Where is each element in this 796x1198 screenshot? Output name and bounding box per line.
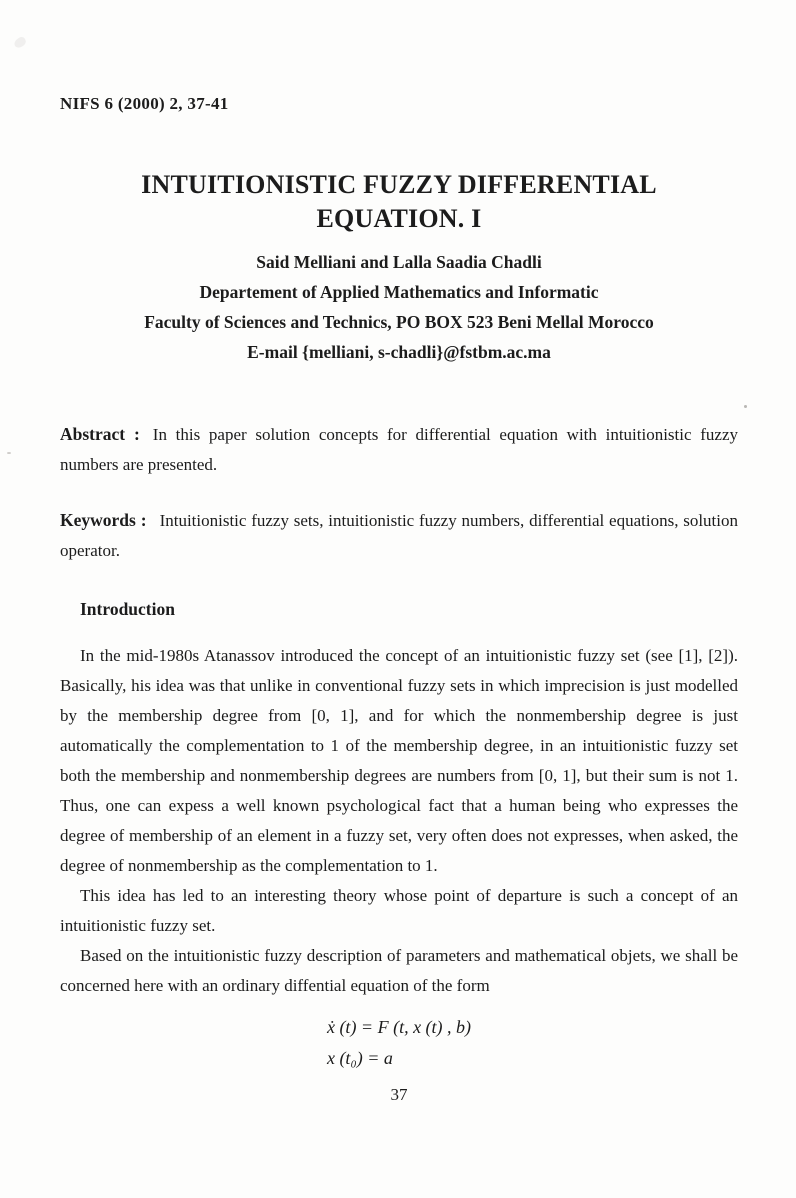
journal-citation: NIFS 6 (2000) 2, 37-41 [60, 94, 229, 113]
equation-lines [327, 1012, 471, 1074]
paper-title-line-2: EQUATION. I [316, 204, 482, 233]
scan-artifact [13, 36, 28, 50]
keywords-label: Keywords : [60, 510, 147, 530]
keywords-text: Intuitionistic fuzzy sets, intuitionistic fuzzy numbers, differential equations, solution operator. [60, 511, 739, 560]
abstract-label: Abstract : [60, 424, 140, 444]
abstract-text: In this paper solution concepts for differential equation with intuitionistic fuzzy numbers are presented. [60, 425, 738, 474]
keywords-section [60, 505, 738, 566]
scan-artifact [744, 405, 747, 408]
introduction-paragraph-2: This idea has led to an interesting theory whose point of departure is such a concept of an intuitionistic fuzzy set. [60, 886, 738, 935]
equation-line-2: x (t₀) = a [326, 1048, 393, 1068]
introduction-paragraph-1: In the mid-1980s Atanassov introduced the concept of an intuitionistic fuzzy set (see [1], [2]). Basically, his idea was that unlike in conventional fuzzy sets in which imprecision is just modelled by the membership degree from [0, 1], and for which the nonmembership degree is just automatically the complementation to 1 of the membership degree, in an intuitionistic fuzzy set both the membership and nonmembership degrees are numbers from [0, 1], but their sum is not 1. Thus, one can expess a well known psychological fact that a human being who expresses the degree of membership of an element in a fuzzy set, very often does not expresses, when asked, the degree of nonmembership as the complementation to 1. [60, 646, 738, 875]
affiliation-email: E-mail {melliani, s-chadli}@fstbm.ac.ma [247, 342, 551, 362]
affiliation-department: Departement of Applied Mathematics and Informatic [199, 282, 599, 302]
abstract-section [60, 419, 738, 480]
affiliation-faculty: Faculty of Sciences and Technics, PO BOX 523 Beni Mellal Morocco [144, 312, 654, 332]
paper-title-line-1: INTUITIONISTIC FUZZY DIFFERENTIAL [141, 170, 657, 199]
equation-line-1: ẋ (t) = F (t, x (t) , b) [326, 1017, 472, 1037]
scan-artifact [7, 452, 11, 454]
affiliation-block [60, 277, 738, 367]
page-number: 37 [390, 1085, 408, 1104]
equation-block [60, 1012, 738, 1074]
authors-line: Said Melliani and Lalla Saadia Chadli [256, 252, 542, 272]
paper-title [60, 168, 738, 236]
introduction-paragraph-3: Based on the intuitionistic fuzzy description of parameters and mathematical objets, we shall be concerned here with an ordinary diffential equation of the form [60, 946, 738, 995]
introduction-heading: Introduction [80, 599, 175, 619]
